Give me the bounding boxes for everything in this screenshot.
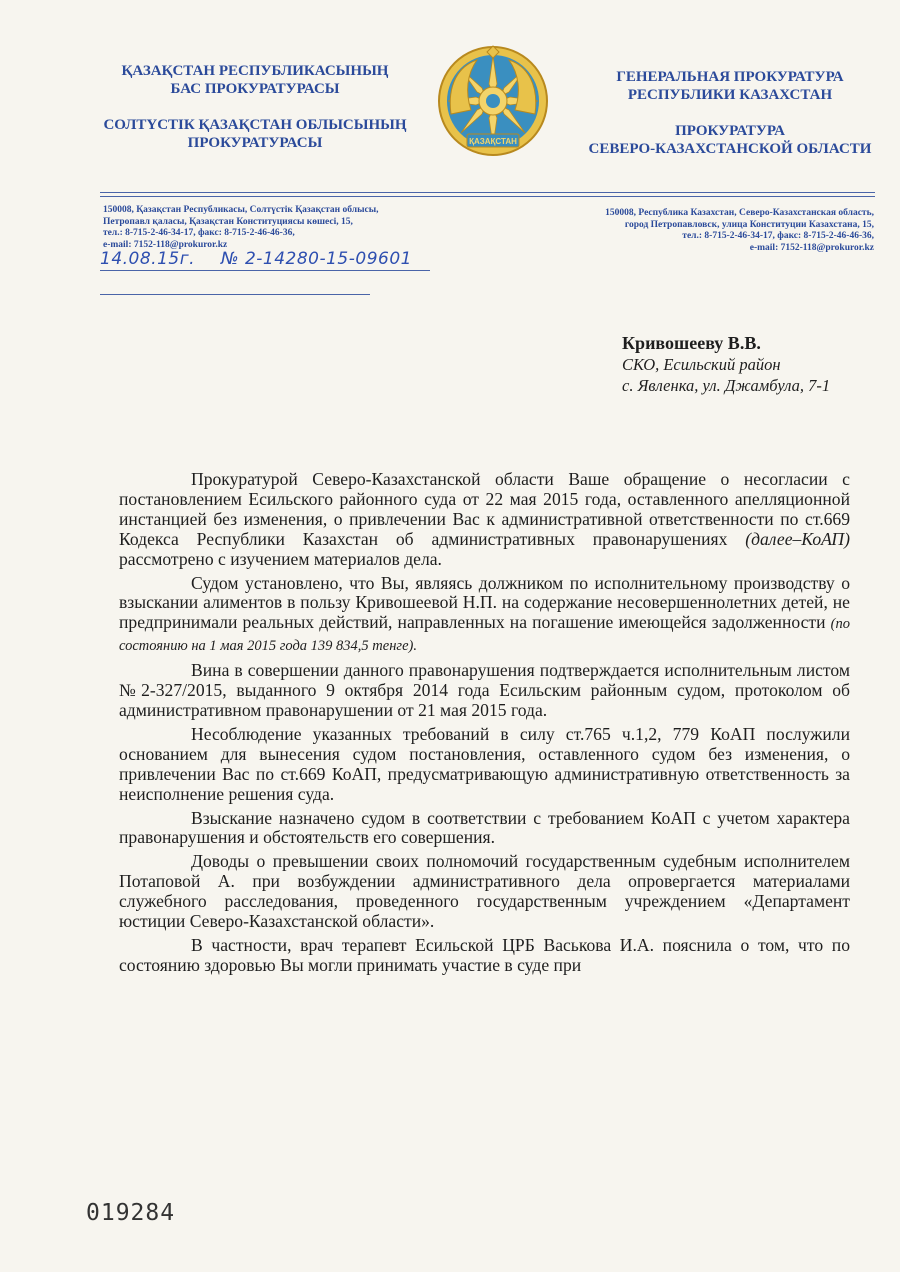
- address-left-line: 150008, Қазақстан Республикасы, Солтүстік Қазақстан облысы,: [103, 205, 379, 215]
- paragraph: [119, 574, 850, 658]
- address-right-line: тел.: 8-715-2-46-34-17, факс: 8-715-2-46-46-36,: [682, 231, 874, 241]
- address-left-email: e-mail: 7152-118@prokuror.kz: [103, 239, 228, 250]
- registration-underline: [100, 270, 430, 271]
- paragraph: Доводы о превышении своих полномочий государственным судебным исполнителем Потаповой А. при возбуждении административного дела опровергается материалами служебного расследования, проведенного государственным учреждением «Департамент юстиции Северо-Казахстанской области».: [119, 851, 850, 932]
- header-left-line1: ҚАЗАҚСТАН РЕСПУБЛИКАСЫНЫҢ: [121, 63, 389, 79]
- address-left-line: Петропавл қаласы, Қазақстан Конституциясы көшесі, 15,: [103, 216, 353, 227]
- header-left-line3: СОЛТҮСТІК ҚАЗАҚСТАН ОБЛЫСЫНЫҢ: [103, 117, 407, 133]
- header-left-line2: БАС ПРОКУРАТУРАСЫ: [170, 81, 340, 97]
- paragraph-italic: (по состоянию на 1 мая 2015 года 139 834,5 тенге).: [119, 616, 850, 655]
- paragraph: В частности, врач терапевт Есильской ЦРБ Васькова И.А. пояснила о том, что по состоянию здоровью Вы могли принимать участие в суде при: [119, 934, 850, 975]
- header-right-line4: СЕВЕРО-КАЗАХСТАНСКОЙ ОБЛАСТИ: [588, 141, 872, 157]
- header-russian: [560, 68, 900, 158]
- header-right-line3: ПРОКУРАТУРА: [675, 123, 785, 139]
- header-divider: [100, 192, 875, 193]
- paragraph-text: Прокуратурой Северо-Казахстанской области Ваше обращение о несогласии с постановлением Есильского районного суда от 22 мая 2015 года, оставленного апелляционной инстанцией без изменения, о привлечении Вас к административной ответственности по ст.669 Кодекса Республики Казахстан об административных правонарушениях: [119, 469, 850, 549]
- recipient-address-line2: с. Явленка, ул. Джамбула, 7-1: [622, 376, 831, 395]
- recipient-name: Кривошееву В.В.: [622, 333, 761, 353]
- paragraph: Несоблюдение указанных требований в силу ст.765 ч.1,2, 779 КоАП послужили основанием для вынесения судом постановления, оставленного судом без изменения, о привлечении Вас по ст.669 КоАП, предусматривающую административную ответственность за неисполнение решения суда.: [119, 723, 850, 804]
- form-serial-number: 019284: [86, 1200, 176, 1226]
- address-right-line: 150008, Республика Казахстан, Северо-Казахстанская область,: [605, 208, 874, 218]
- header-right-line2: РЕСПУБЛИКИ КАЗАХСТАН: [627, 87, 833, 103]
- address-right-line: город Петропавловск, улица Конституции Казахстана, 15,: [624, 219, 874, 230]
- paragraph-italic: (далее–КоАП): [745, 528, 850, 549]
- letter-body: [119, 470, 850, 980]
- registration-number-sign: №: [220, 249, 240, 269]
- paragraph: Взыскание назначено судом в соответствии с требованием КоАП с учетом характера правонарушения и обстоятельств его совершения.: [119, 807, 850, 848]
- paragraph: Вина в совершении данного правонарушения подтверждается исполнительным листом №2-327/2015, выданного 9 октября 2014 года Есильским районным судом, протоколом об административном правонарушении от 21 мая 2015 года.: [119, 660, 850, 720]
- address-left-line: тел.: 8-715-2-46-34-17, факс: 8-715-2-46-46-36,: [103, 228, 295, 238]
- registration-line: [100, 249, 412, 269]
- recipient-block: [622, 333, 882, 396]
- recipient-address-line1: СКО, Есильский район: [622, 355, 781, 374]
- address-right-email: e-mail: 7152-118@prokuror.kz: [749, 242, 874, 253]
- emblem-caption: ҚАЗАҚСТАН: [469, 137, 517, 146]
- registration-underline-second: [100, 294, 370, 295]
- header-divider-second: [100, 196, 875, 197]
- header-kazakh: [80, 62, 430, 152]
- address-russian: [520, 208, 874, 254]
- state-emblem-icon: [437, 44, 549, 158]
- paragraph-text: рассмотрено с изучением материалов дела.: [119, 548, 442, 569]
- registration-date: 14.08.15г.: [100, 249, 196, 269]
- header-left-line4: ПРОКУРАТУРАСЫ: [187, 135, 323, 151]
- paragraph: [119, 470, 850, 570]
- header-right-line1: ГЕНЕРАЛЬНАЯ ПРОКУРАТУРА: [616, 69, 844, 85]
- registration-number: 2-14280-15-09601: [244, 249, 412, 269]
- address-kazakh: [103, 205, 433, 251]
- paragraph-text: Судом установлено, что Вы, являясь должником по исполнительному производству о взыскании алиментов в пользу Кривошеевой Н.П. на содержание несовершеннолетних детей, не предпринимали реальных действий, направленных на погашение имеющейся задолженности: [119, 572, 850, 633]
